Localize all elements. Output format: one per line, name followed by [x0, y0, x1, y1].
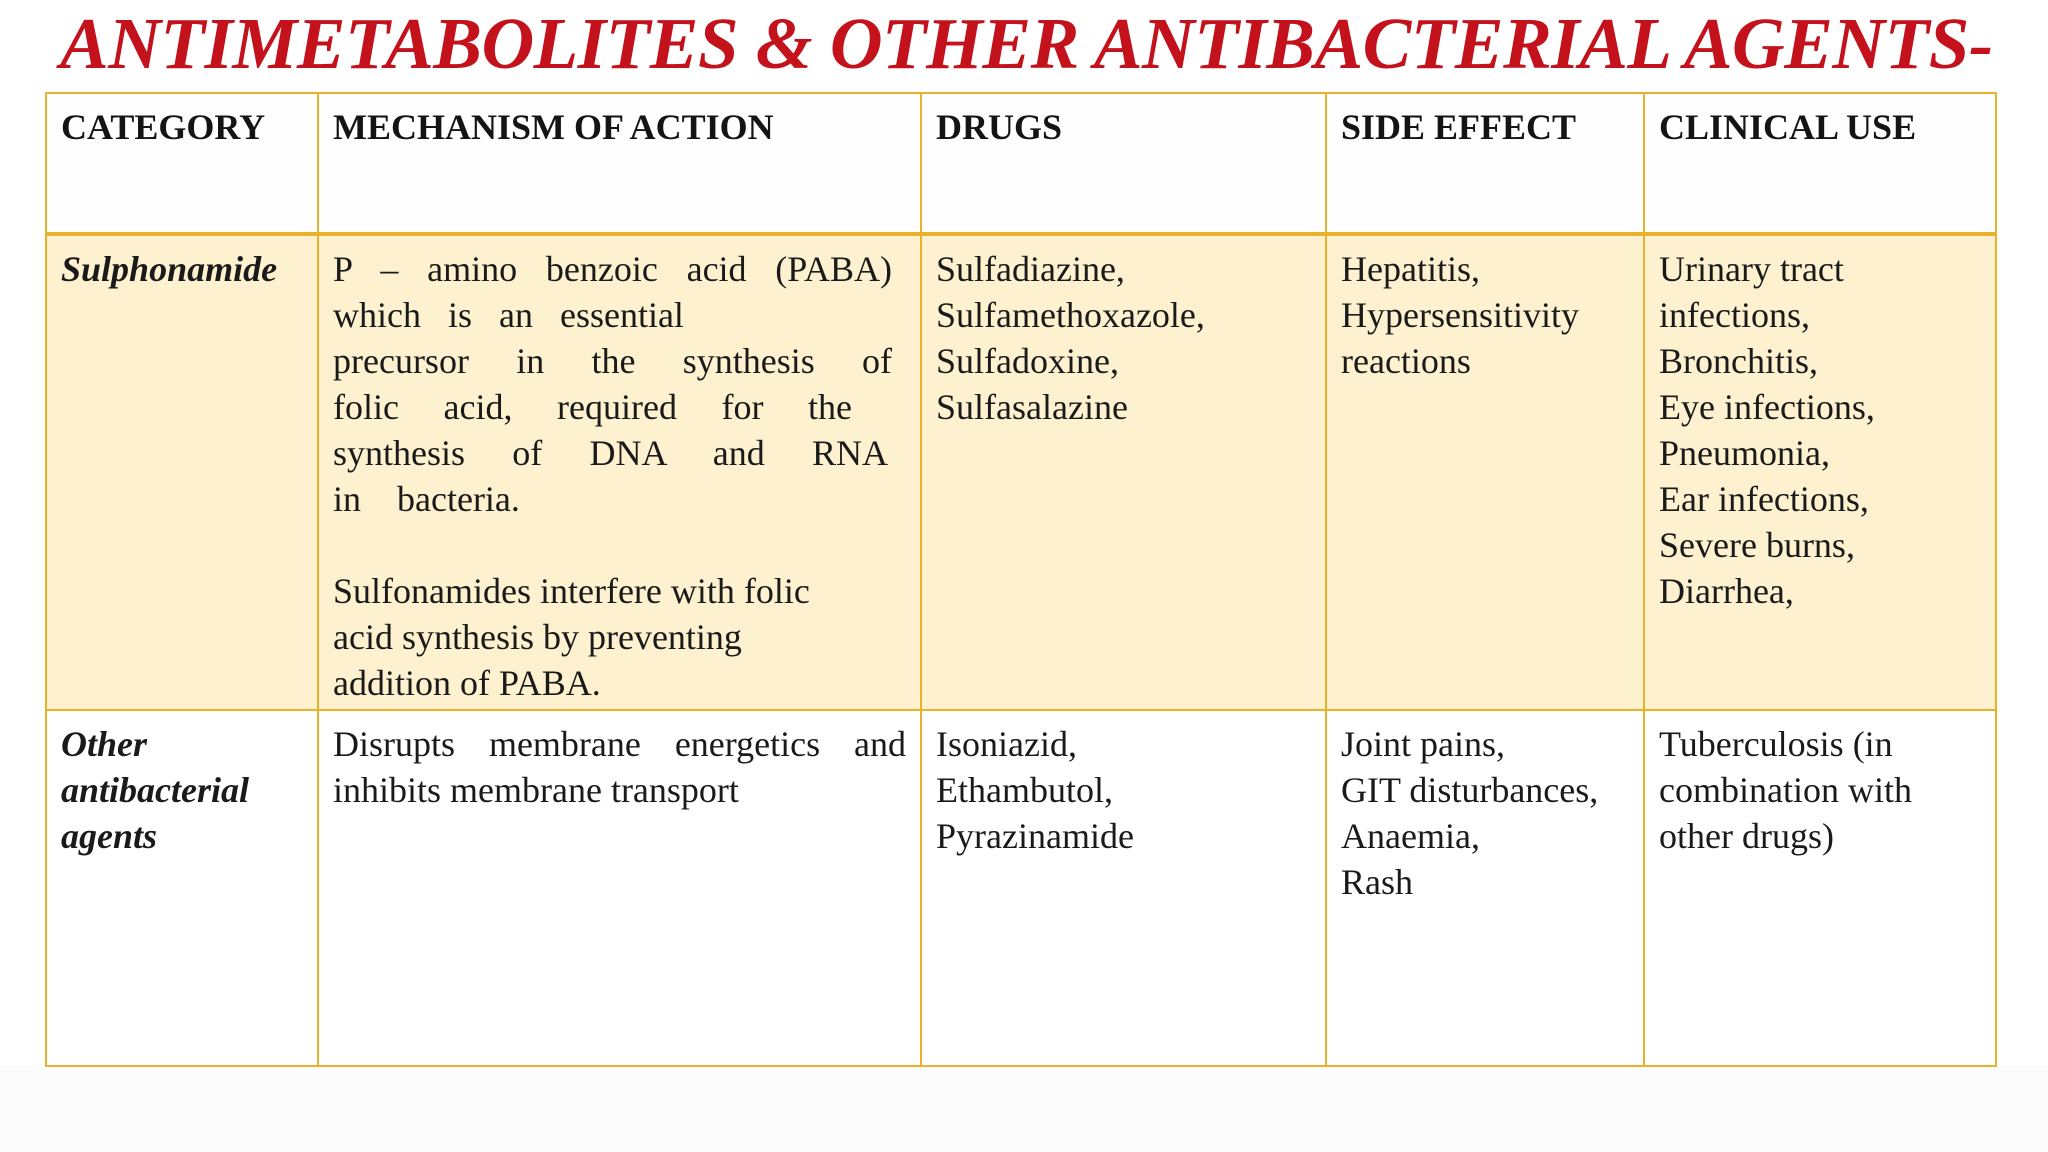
clinical-use-item: Eye infections,	[1659, 387, 1875, 427]
header-clinical-use: CLINICAL USE	[1644, 93, 1996, 234]
clinical-use-item: infections,	[1659, 295, 1810, 335]
mechanism-line: Disrupts membrane energetics and	[333, 724, 906, 764]
mechanism-line: inhibits membrane transport	[333, 770, 739, 810]
category-line: agents	[61, 816, 158, 856]
header-category: CATEGORY	[46, 93, 318, 234]
slide-title: ANTIMETABOLITES & OTHER ANTIBACTERIAL AGENTS-	[60, 3, 1993, 84]
table-header-row	[46, 93, 1996, 234]
side-effect-item: GIT disturbances,	[1341, 770, 1599, 810]
category-line: Sulphonamide	[61, 249, 278, 289]
mechanism-line: acid synthesis by preventing	[333, 617, 742, 657]
cell-category	[46, 710, 318, 1066]
side-effect-item: Anaemia,	[1341, 816, 1480, 856]
cell-drugs	[921, 710, 1326, 1066]
cell-side-effect	[1326, 710, 1644, 1066]
clinical-use-item: Urinary tract	[1659, 249, 1844, 289]
clinical-use-item: Pneumonia,	[1659, 433, 1830, 473]
cell-category	[46, 234, 318, 710]
clinical-use-item: Bronchitis,	[1659, 341, 1818, 381]
clinical-use-item: Severe burns,	[1659, 525, 1855, 565]
header-drugs: DRUGS	[921, 93, 1326, 234]
clinical-use-item: Diarrhea,	[1659, 571, 1794, 611]
mechanism-line: P – amino benzoic acid (PABA)	[333, 249, 892, 289]
drug-item: Isoniazid,	[936, 724, 1077, 764]
side-effect-item: Rash	[1341, 862, 1413, 902]
clinical-use-item: combination with	[1659, 770, 1912, 810]
side-effect-item: Joint pains,	[1341, 724, 1506, 764]
clinical-use-item: other drugs)	[1659, 816, 1834, 856]
table-row-sulphonamide	[46, 234, 1996, 710]
mechanism-line: folic acid, required for the	[333, 387, 852, 427]
mechanism-line: in bacteria.	[333, 479, 520, 519]
mechanism-line: synthesis of DNA and RNA	[333, 433, 888, 473]
drug-item: Sulfamethoxazole,	[936, 295, 1205, 335]
header-mechanism: MECHANISM OF ACTION	[318, 93, 921, 234]
drug-item: Pyrazinamide	[936, 816, 1134, 856]
cell-mechanism	[318, 234, 921, 710]
cell-clinical-use	[1644, 234, 1996, 710]
drug-item: Sulfadiazine,	[936, 249, 1125, 289]
side-effect-item: Hypersensitivity	[1341, 295, 1579, 335]
clinical-use-item: Tuberculosis (in	[1659, 724, 1893, 764]
category-line: Other	[61, 724, 148, 764]
clinical-use-item: Ear infections,	[1659, 479, 1869, 519]
mechanism-line: addition of PABA.	[333, 663, 601, 703]
cell-drugs	[921, 234, 1326, 710]
side-effect-item: reactions	[1341, 341, 1471, 381]
cell-mechanism	[318, 710, 921, 1066]
drug-item: Sulfasalazine	[936, 387, 1128, 427]
slide-bottom-band	[0, 1065, 2048, 1152]
side-effect-item: Hepatitis,	[1341, 249, 1480, 289]
drug-item: Ethambutol,	[936, 770, 1113, 810]
table-row-other-antibacterial	[46, 710, 1996, 1066]
category-line: antibacterial	[61, 770, 249, 810]
cell-side-effect	[1326, 234, 1644, 710]
drug-item: Sulfadoxine,	[936, 341, 1119, 381]
drug-table	[45, 92, 1997, 1067]
header-side-effect: SIDE EFFECT	[1326, 93, 1644, 234]
mechanism-line: Sulfonamides interfere with folic	[333, 571, 810, 611]
mechanism-line: precursor in the synthesis of	[333, 341, 892, 381]
mechanism-line: which is an essential	[333, 295, 684, 335]
cell-clinical-use	[1644, 710, 1996, 1066]
